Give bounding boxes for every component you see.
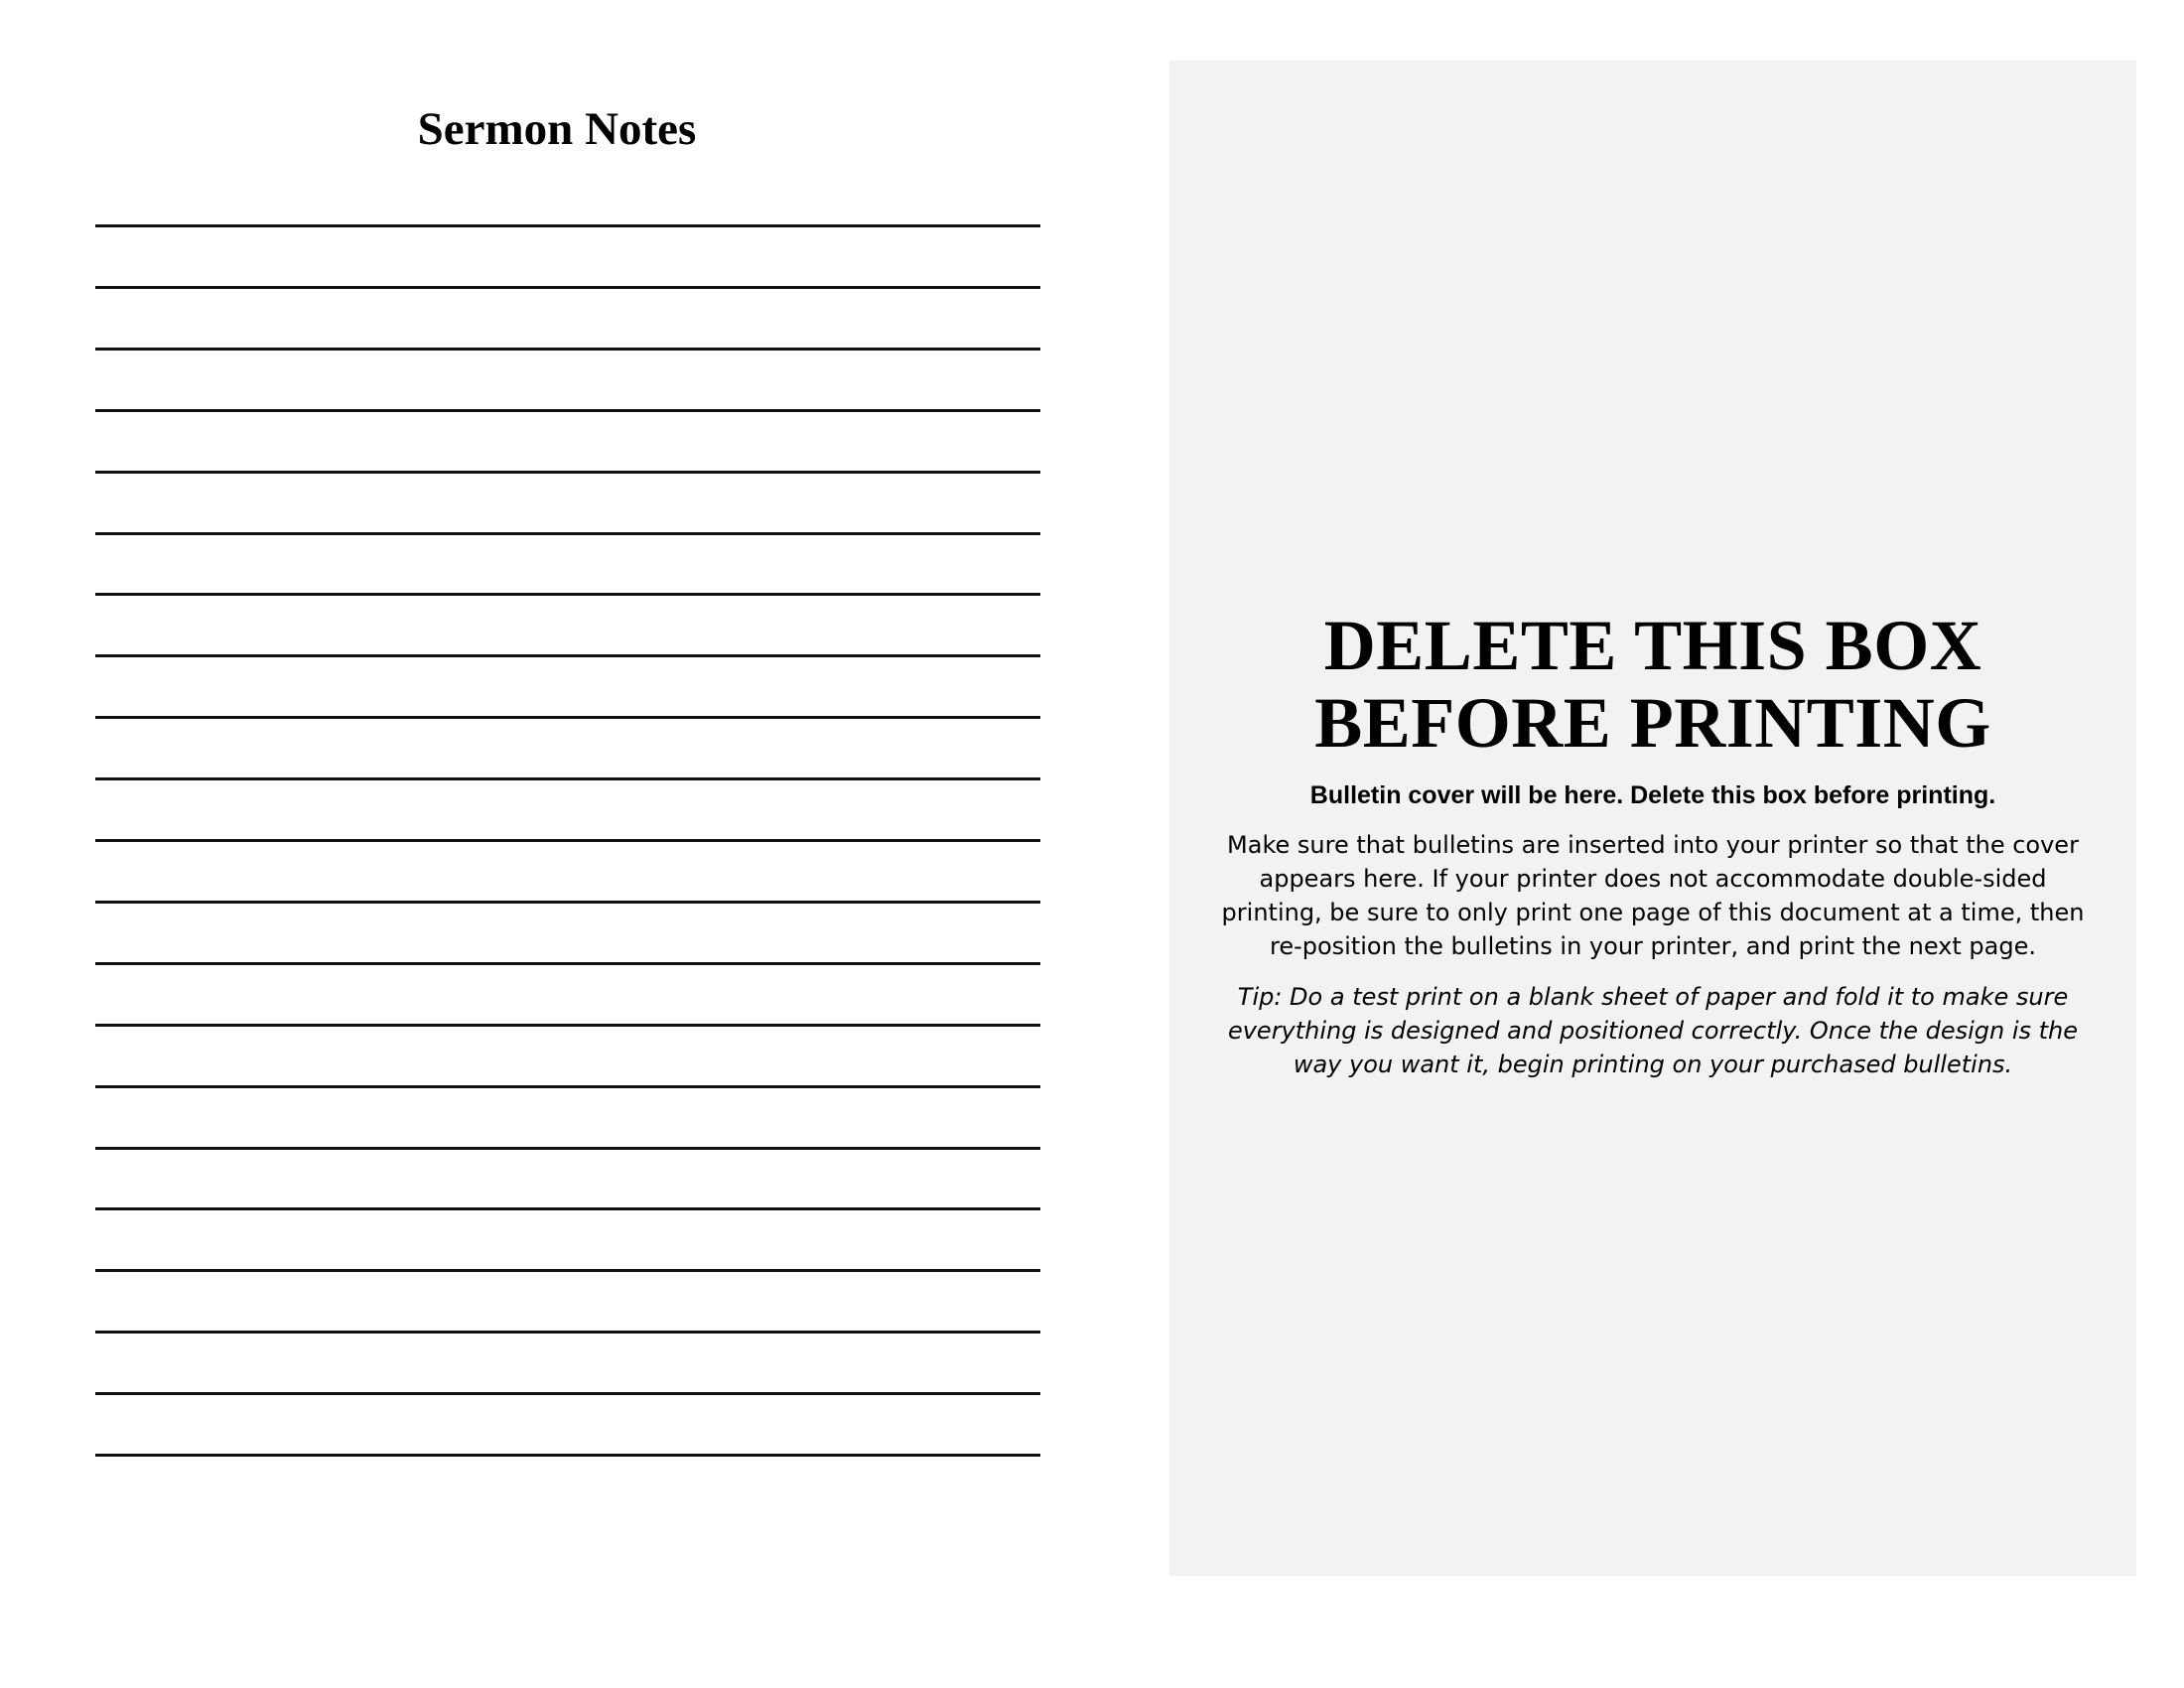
cover-headline-line-2: BEFORE PRINTING: [1314, 683, 1991, 763]
note-lines: [95, 0, 1040, 1688]
note-line: [95, 962, 1040, 965]
note-line: [95, 1269, 1040, 1272]
note-line: [95, 1392, 1040, 1395]
cover-tip-text: Tip: Do a test print on a blank sheet of paper and fold it to make sure everything is designed and positioned correctly. Once the design is the way you want it, begin printing on your purchased bulletins.: [1227, 983, 2079, 1078]
note-line: [95, 348, 1040, 351]
note-line: [95, 1147, 1040, 1150]
note-line: [95, 286, 1040, 289]
cover-body-text: Make sure that bulletins are inserted into your printer so that the cover appears here. If your printer does not accommodate double-sided printing, be sure to only print one page of this document at a time, then re-position the bulletins in your printer, and print the next page.: [1221, 831, 2085, 960]
note-line: [95, 654, 1040, 657]
note-line: [95, 471, 1040, 474]
note-line: [95, 1331, 1040, 1334]
note-line: [95, 777, 1040, 780]
cover-headline: [1169, 607, 2136, 762]
note-line: [95, 1024, 1040, 1027]
note-line: [95, 1207, 1040, 1210]
note-line: [95, 593, 1040, 596]
sermon-notes-panel: [95, 0, 1040, 1688]
note-line: [95, 224, 1040, 227]
cover-subhead: Bulletin cover will be here. Delete this box before printing.: [1309, 781, 1996, 809]
note-line: [95, 409, 1040, 412]
note-line: [95, 532, 1040, 535]
cover-headline-line-1: DELETE THIS BOX: [1323, 606, 1982, 685]
note-line: [95, 1085, 1040, 1088]
note-line: [95, 1454, 1040, 1457]
cover-placeholder-box[interactable]: [1169, 61, 2136, 1576]
sermon-notes-title: Sermon Notes: [417, 103, 697, 155]
note-line: [95, 716, 1040, 719]
note-line: [95, 901, 1040, 904]
note-line: [95, 839, 1040, 842]
